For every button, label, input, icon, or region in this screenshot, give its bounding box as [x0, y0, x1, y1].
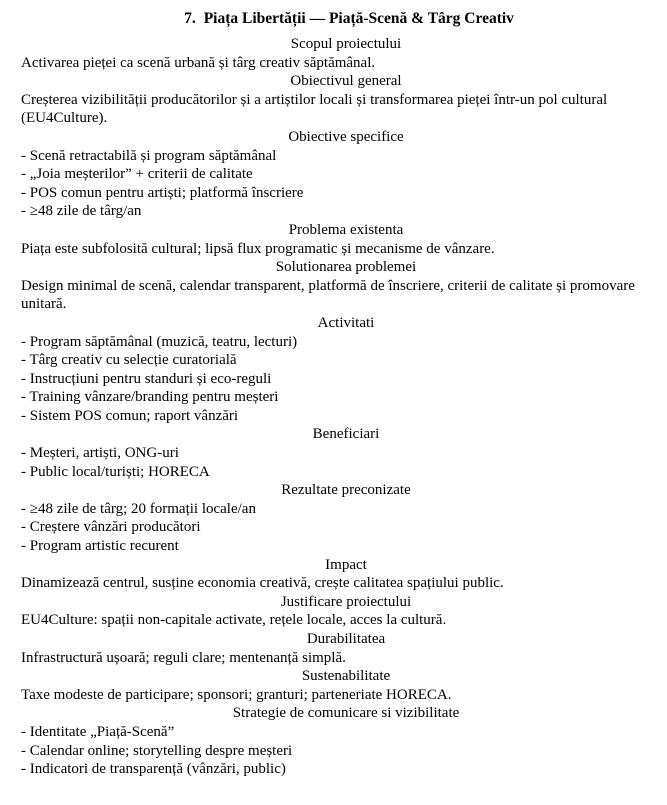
section-heading: Rezultate preconizate [281, 482, 411, 499]
section-obiectivul-general [21, 72, 667, 128]
section-activitati [21, 314, 667, 426]
section-heading: Scopul proiectului [290, 36, 402, 52]
section-paragraph: Infrastructură ușoară; reguli clare; mentenanță simplă. [21, 649, 346, 666]
list-item: - Instrucțiuni pentru standuri și eco-reguli [21, 370, 272, 387]
section-paragraph: Design minimal de scenă, calendar transparent, platformă de înscriere, criterii de calitate și promovare unitară. [21, 277, 635, 313]
list-item: - Training vânzare/branding pentru meșteri [21, 389, 279, 406]
section-paragraph: Dinamizează centrul, susține economia creativă, crește calitatea spațiului public. [21, 575, 504, 592]
section-solutionarea-problemei [21, 258, 667, 314]
list-item: - POS comun pentru artiști; platformă înscriere [21, 184, 304, 201]
list-item: - Public local/turiști; HORECA [21, 463, 210, 480]
bullet-list [21, 723, 667, 779]
section-heading: Sustenabilitate [301, 668, 391, 685]
section-sustenabilitate [21, 667, 667, 704]
list-item: - Scenă retractabilă și program săptămânal [21, 147, 277, 164]
section-heading: Problema existenta [288, 221, 404, 238]
section-heading: Impact [325, 556, 367, 573]
list-item: - ≥48 zile de târg/an [21, 203, 142, 220]
bullet-list [21, 147, 667, 221]
list-item: - Târg creativ cu selecție curatorială [21, 352, 237, 369]
section-paragraph: Activarea pieței ca scenă urbană și târg creativ săptămânal. [21, 54, 376, 71]
list-item: - Sistem POS comun; raport vânzări [21, 407, 239, 424]
section-heading: Strategie de comunicare si vizibilitate [232, 705, 460, 722]
section-heading: Solutionarea problemei [275, 259, 417, 276]
section-problema-existenta [21, 221, 667, 258]
bullet-list [21, 333, 667, 426]
section-paragraph: Piața este subfolosită cultural; lipsă flux programatic și mecanisme de vânzare. [21, 240, 495, 257]
section-impact [21, 556, 667, 593]
section-heading: Durabilitatea [306, 631, 386, 647]
section-heading: Obiective specifice [288, 128, 404, 145]
list-item: - ≥48 zile de târg; 20 formații locale/an [21, 500, 256, 517]
section-paragraph: Creșterea vizibilității producătorilor și a artiștilor locali și transformarea pieței într-un pol cultural (EU4Culture). [21, 91, 608, 127]
section-paragraph: EU4Culture: spații non-capitale activate, rețele locale, acces la cultură. [21, 612, 447, 629]
section-paragraph: Taxe modeste de participare; sponsori; granturi; parteneriate HORECA. [21, 686, 452, 703]
list-item: - Identitate „Piață-Scenă” [21, 723, 175, 740]
bullet-list [21, 444, 667, 481]
list-item: - Indicatori de transparență (vânzări, public) [21, 761, 286, 778]
list-item: - Creștere vânzări producători [21, 519, 201, 536]
section-heading: Obiectivul general [290, 73, 402, 90]
bullet-list [21, 500, 667, 556]
section-scopul [21, 35, 667, 72]
section-heading: Justificare proiectului [280, 593, 412, 610]
section-rezultate-preconizate [21, 481, 667, 555]
title-text: Piața Libertății — Piață-Scenă & Târg Creativ [203, 10, 514, 27]
title-number: 7. [184, 10, 196, 27]
section-justificare [21, 593, 667, 630]
section-strategie-comunicare [21, 704, 667, 778]
section-beneficiari [21, 425, 667, 481]
section-heading: Activitati [317, 314, 375, 331]
section-obiective-specifice [21, 128, 667, 221]
list-item: - Calendar online; storytelling despre meșteri [21, 742, 293, 759]
document-title [21, 8, 667, 29]
section-durabilitatea [21, 630, 667, 667]
list-item: - Program artistic recurent [21, 538, 179, 555]
list-item: - Meșteri, artiști, ONG-uri [21, 445, 179, 462]
list-item: - Program săptămânal (muzică, teatru, lecturi) [21, 333, 298, 350]
list-item: - „Joia meșterilor” + criterii de calitate [21, 166, 253, 183]
section-heading: Beneficiari [312, 426, 380, 443]
